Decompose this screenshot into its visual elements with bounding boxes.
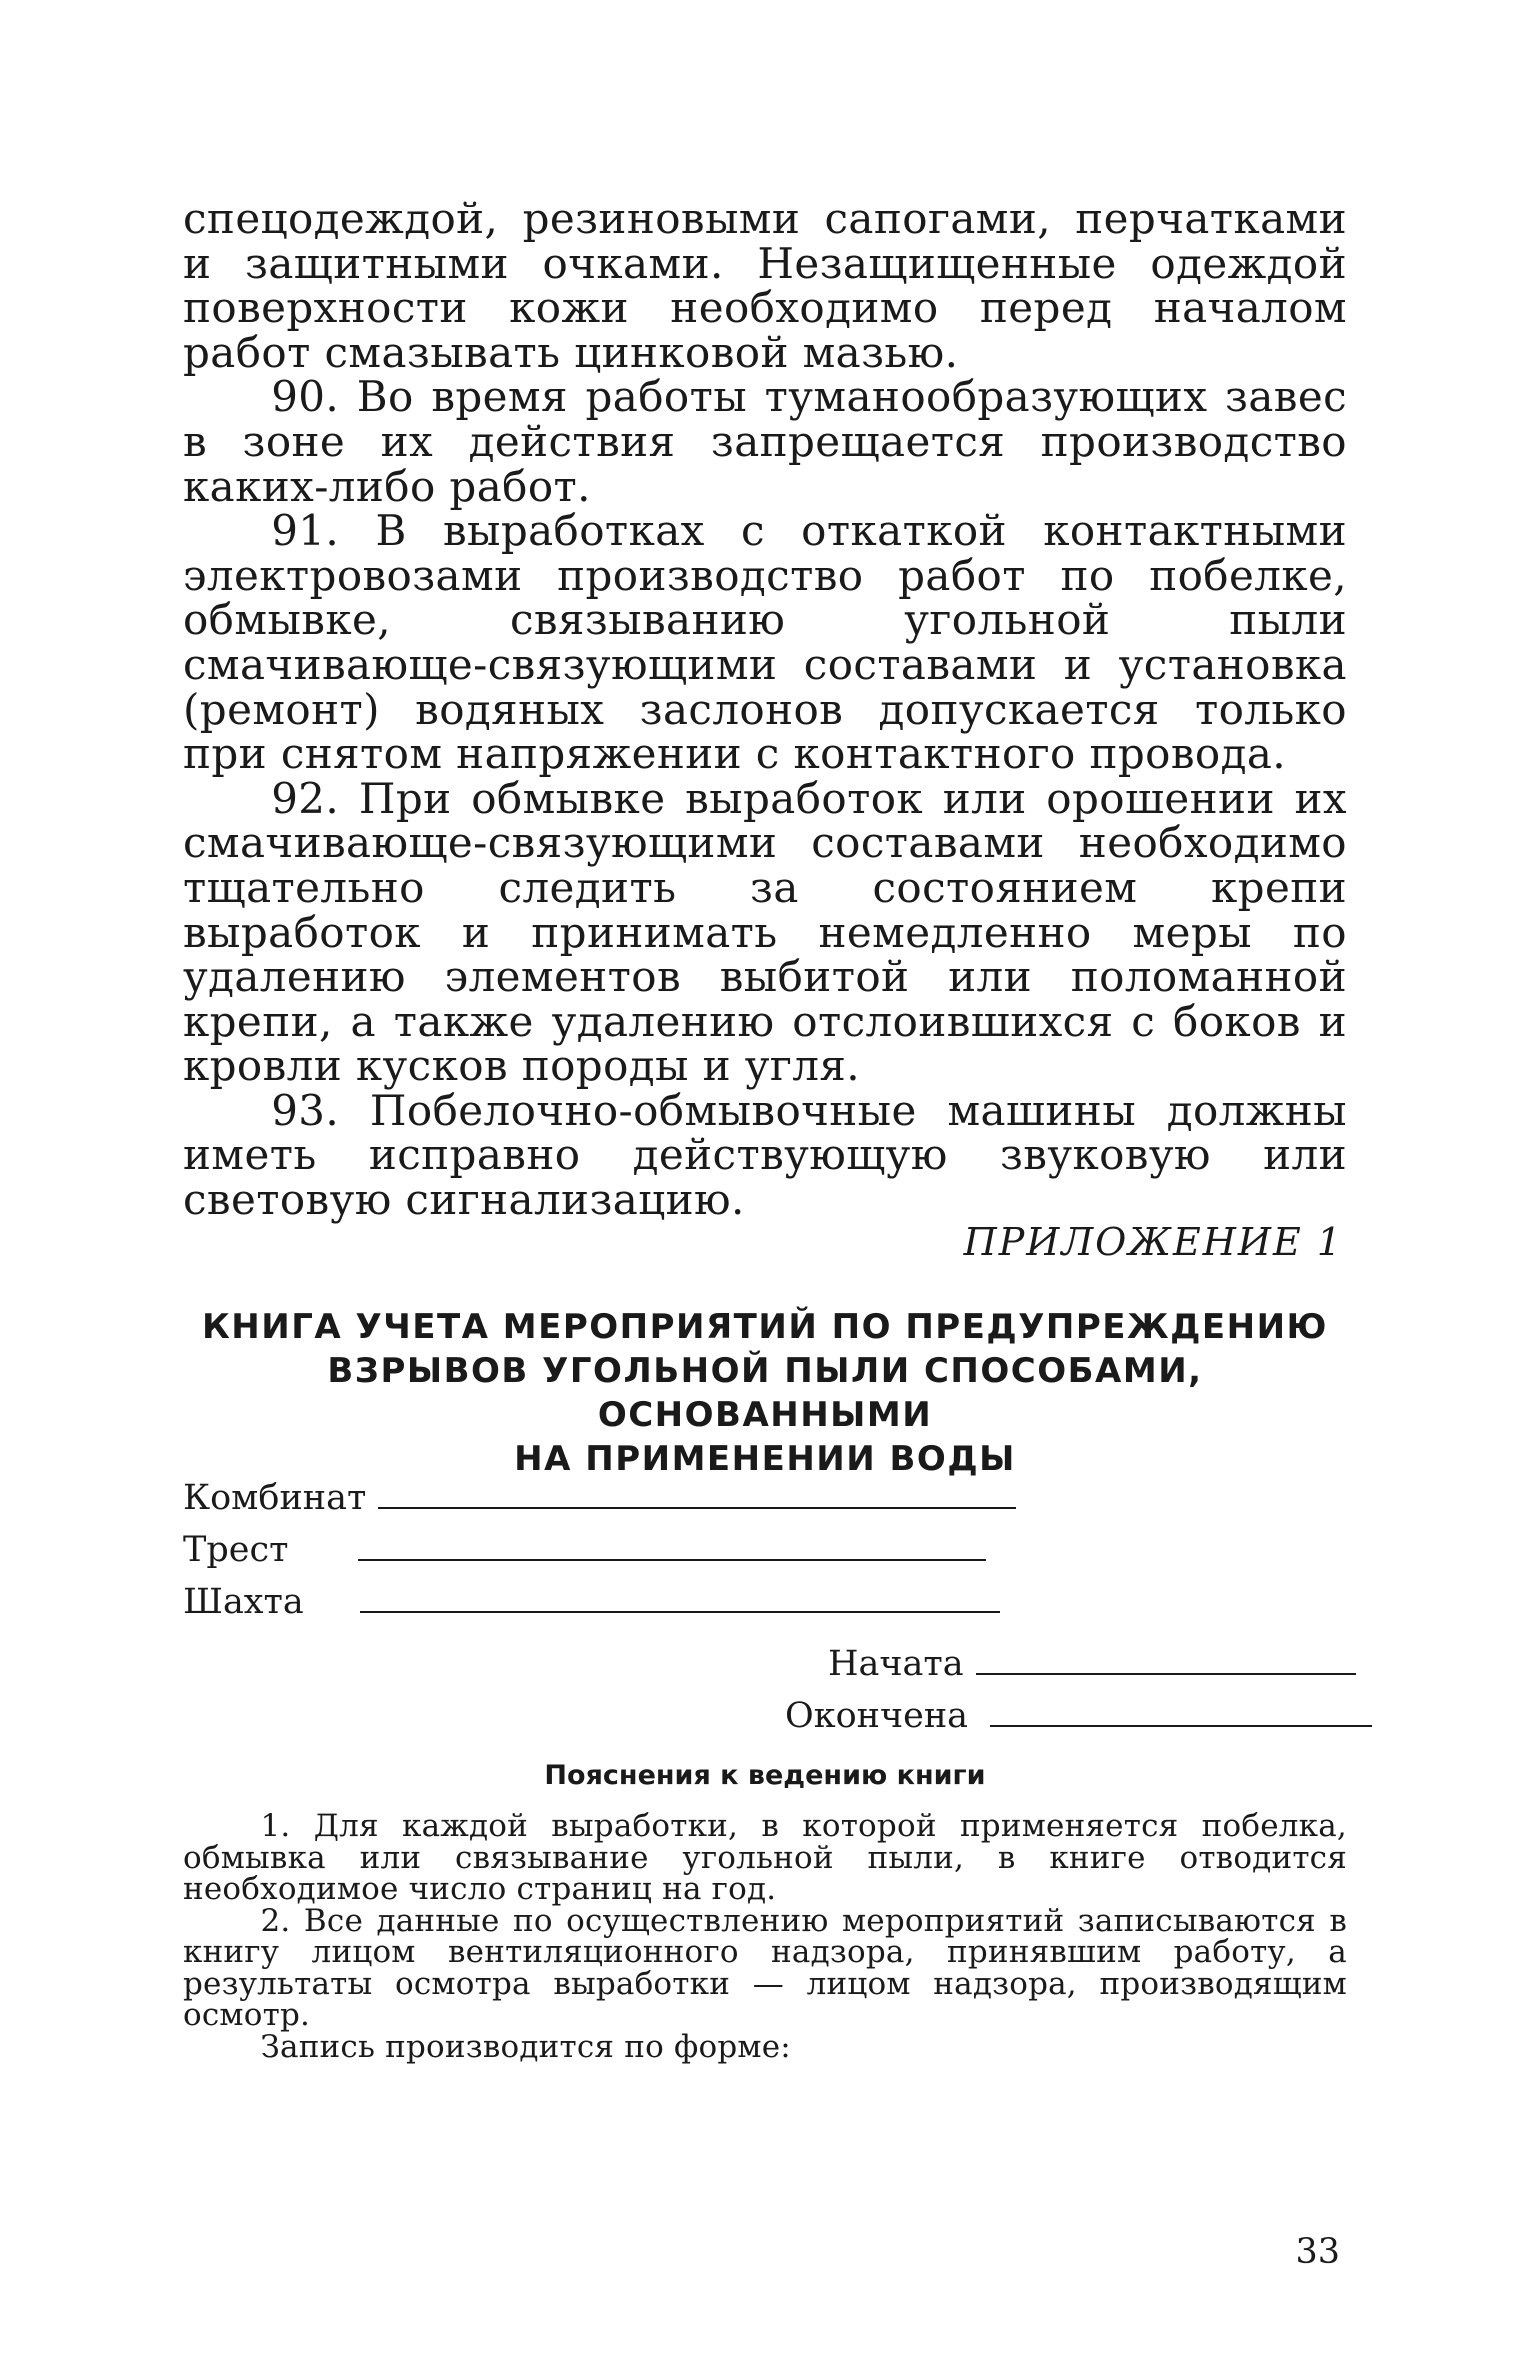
- explanation-item-2: 2. Все данные по осуществлению мероприятий записываются в книгу лицом вентиляционного надзора, принявшим работу, а результаты осмотра выработки — лицом надзора, производящим осмотр.: [183, 1902, 1347, 2033]
- fill-line: [378, 1507, 1016, 1509]
- field-label: Комбинат: [183, 1478, 367, 1518]
- page-number: 33: [1295, 2232, 1340, 2272]
- appendix-label: ПРИЛОЖЕНИЕ 1: [963, 1220, 1343, 1264]
- appendix-title: [183, 1305, 1347, 1481]
- field-shakhta: [183, 1580, 1000, 1624]
- body-text: [183, 194, 1347, 1225]
- field-kombinat: [183, 1476, 1016, 1520]
- explanations-heading: Пояснения к ведению книги: [544, 1760, 986, 1791]
- fill-line: [358, 1559, 986, 1561]
- title-line: ВЗРЫВОВ УГОЛЬНОЙ ПЫЛИ СПОСОБАМИ, ОСНОВАННЫМИ: [327, 1351, 1203, 1435]
- paragraph-91: 91. В выработках с откаткой контактными электровозами производство работ по побелке, обмывке, связыванию угольной пыли смачивающе-связующими составами и установка (ремонт) водяных заслонов допускается только при снятом напряжении с контактного провода.: [183, 506, 1347, 779]
- paragraph-93: 93. Побелочно-обмывочные машины должны иметь исправно действующую звуковую или световую сигнализацию.: [183, 1085, 1347, 1225]
- field-trest: [183, 1528, 986, 1572]
- field-okonchena: [785, 1694, 1372, 1738]
- field-nachata: [828, 1642, 1356, 1686]
- title-line: НА ПРИМЕНЕНИИ ВОДЫ: [514, 1439, 1016, 1479]
- field-label: Начата: [828, 1644, 964, 1684]
- title-line: КНИГА УЧЕТА МЕРОПРИЯТИЙ ПО ПРЕДУПРЕЖДЕНИЮ: [202, 1307, 1328, 1347]
- field-label: Окончена: [785, 1696, 969, 1736]
- field-label: Трест: [183, 1530, 289, 1570]
- explanation-note: Запись производится по форме:: [260, 2028, 791, 2065]
- paragraph-92: 92. При обмывке выработок или орошении их смачивающе-связующими составами необходимо тщательно следить за состоянием крепи выработок и принимать немедленно меры по удалению элементов выбитой или поломанной крепи, а также удалению отслоившихся с боков и кровли кусков породы и угля.: [183, 773, 1347, 1091]
- explanation-item-1: 1. Для каждой выработки, в которой применяется побелка, обмывка или связывание угольной пыли, в книге отводится необходимое число страниц на год.: [183, 1808, 1347, 1907]
- paragraph-90: 90. Во время работы туманообразующих завес в зоне их действия запрещается производство каких-либо работ.: [183, 372, 1347, 511]
- paragraph-continuation: спецодеждой, резиновыми сапогами, перчатками и защитными очками. Незащищенные одеждой поверхности кожи необходимо перед началом работ смазывать цинковой мазью.: [183, 194, 1347, 377]
- field-label: Шахта: [183, 1582, 304, 1622]
- fill-line: [990, 1725, 1372, 1727]
- fill-line: [360, 1611, 1000, 1613]
- explanations-body: [183, 1808, 1347, 2065]
- fill-line: [976, 1673, 1356, 1675]
